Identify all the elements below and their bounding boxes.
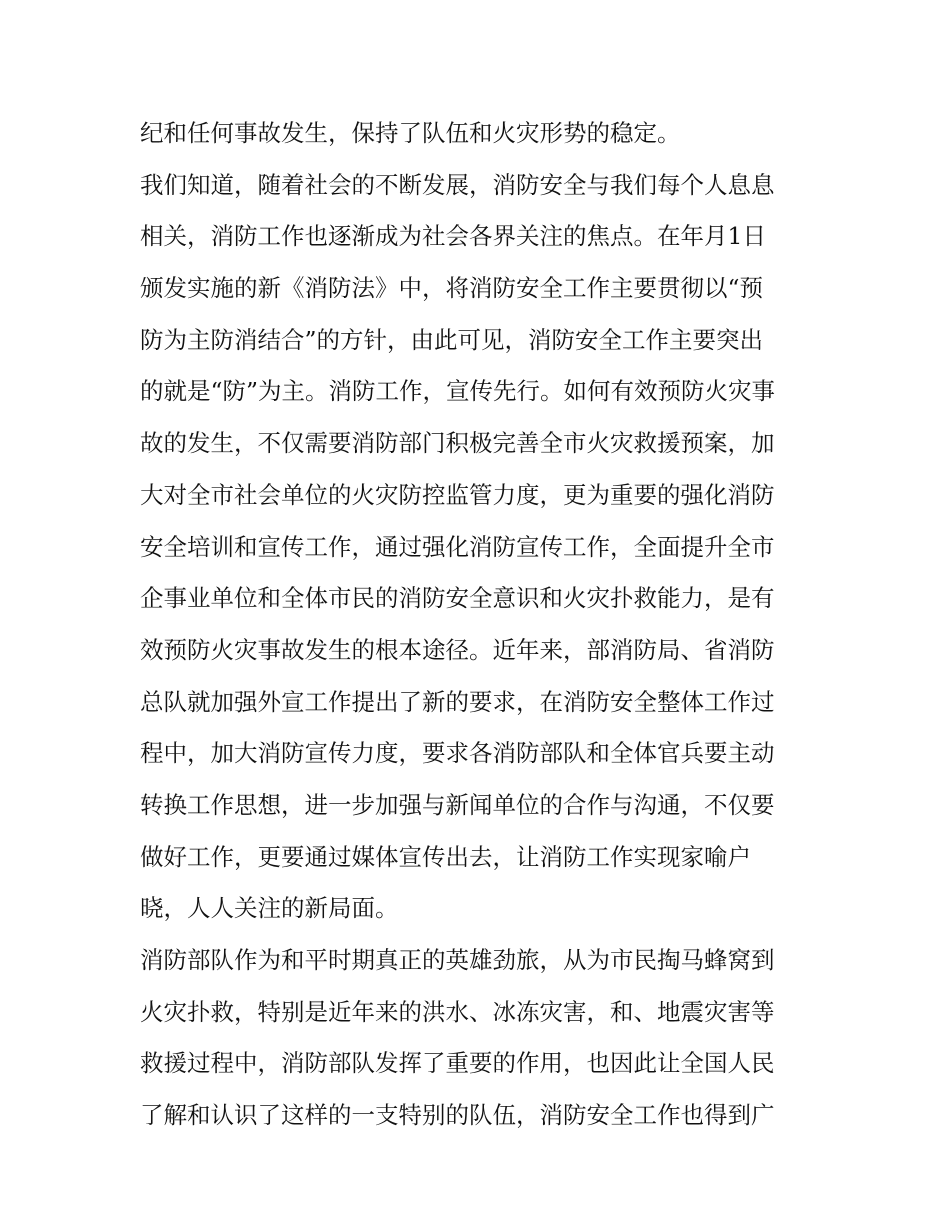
text-line: 大对全市社会单位的火灾防控监管力度，更为重要的强化消防 [140,480,775,509]
text-line: 安全培训和宣传工作，通过强化消防宣传工作，全面提升全市 [140,532,775,561]
text-line: 程中，加大消防宣传力度，要求各消防部队和全体官兵要主动 [140,739,775,768]
text-line: 火灾扑救，特别是近年来的洪水、冰冻灾害，和、地震灾害等 [140,997,775,1026]
text-line: 晓，人人关注的新局面。 [140,894,399,923]
text-line: 颁发实施的新《消防法》中，将消防安全工作主要贯彻以“预 [140,274,764,303]
text-line: 我们知道，随着社会的不断发展，消防安全与我们每个人息息 [140,170,775,199]
text-line: 消防部队作为和平时期真正的英雄劲旅，从为市民掏马蜂窝到 [140,946,775,974]
text-line: 救援过程中，消防部队发挥了重要的作用，也因此让全国人民 [140,1049,775,1078]
text-line: 做好工作，更要通过媒体宣传出去，让消防工作实现家喻户 [140,842,751,871]
text-line: 纪和任何事故发生，保持了队伍和火灾形势的稳定。 [140,119,681,147]
text-line: 的就是“防”为主。消防工作，宣传先行。如何有效预防火灾事 [140,377,776,406]
text-line: 转换工作思想，进一步加强与新闻单位的合作与沟通，不仅要 [140,790,775,819]
text-line: 相关，消防工作也逐渐成为社会各界关注的焦点。在年月1日 [140,222,766,251]
text-line: 企事业单位和全体市民的消防安全意识和火灾扑救能力，是有 [140,584,775,613]
body-text [140,108,820,1142]
text-line: 防为主防消结合”的方针，由此可见，消防安全工作主要突出 [140,325,764,354]
text-line: 故的发生，不仅需要消防部门积极完善全市火灾救援预案，加 [140,429,775,458]
text-line: 总队就加强外宣工作提出了新的要求，在消防安全整体工作过 [140,687,775,716]
text-line: 了解和认识了这样的一支特别的队伍，消防安全工作也得到广 [140,1101,775,1130]
text-line: 效预防火灾事故发生的根本途径。近年来，部消防局、省消防 [140,635,775,664]
